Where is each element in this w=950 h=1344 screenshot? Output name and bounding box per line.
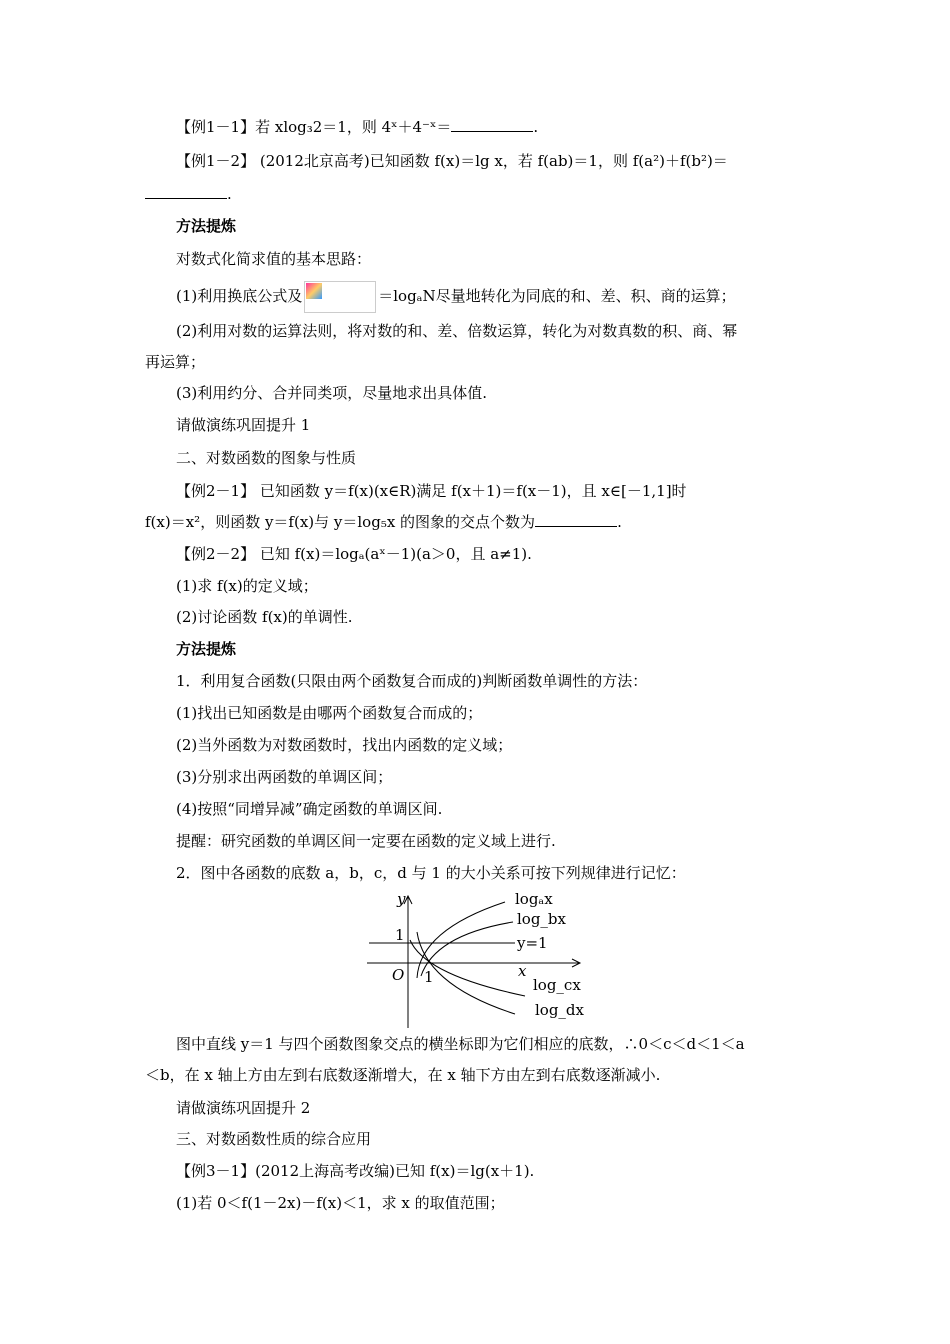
period: . — [227, 185, 232, 203]
line-ex2-2: 【例2－2】 已知 f(x)＝logₐ(aˣ－1)(a＞0，且 a≠1). — [176, 545, 532, 563]
x-axis-label: x — [518, 962, 527, 980]
line-ex2-1-cont — [145, 511, 810, 533]
text: 【例1－1】若 xlog₃2＝1，则 4ˣ＋4⁻ˣ＝ — [176, 118, 452, 136]
line-m2: 2．图中各函数的底数 a，b，c，d 与 1 的大小关系可按下列规律进行记忆： — [176, 864, 686, 882]
line-ex3-1: 【例3－1】(2012上海高考改编)已知 f(x)＝lg(x＋1). — [176, 1162, 535, 1180]
answer-blank — [535, 512, 617, 527]
curve-label-c: log_cx — [533, 976, 581, 994]
period: . — [533, 118, 539, 136]
curve-label-a: logₐx — [515, 890, 553, 908]
text: 【例1－2】 (2012北京高考)已知函数 f(x)＝lg x，若 f(ab)＝1，则 f(a²)＋f(b²)＝ — [176, 152, 728, 170]
curve-log-a — [417, 902, 505, 978]
line-m1-1: (1)找出已知函数是由哪两个函数复合而成的； — [176, 704, 483, 722]
heading-method-2: 方法提炼 — [176, 640, 237, 658]
curve-log-b — [421, 922, 513, 976]
answer-blank — [451, 117, 533, 132]
broken-image-icon — [304, 281, 376, 313]
y-one-label: 1 — [395, 926, 405, 944]
line-m1-3: (3)分别求出两函数的单调区间； — [176, 768, 393, 786]
line-reminder: 提醒：研究函数的单调区间一定要在函数的定义域上进行. — [176, 832, 556, 850]
heading-method-1: 方法提炼 — [176, 217, 237, 235]
line-explain: 图中直线 y＝1 与四个函数图象交点的横坐标即为它们相应的底数，∴0＜c＜d＜1＜a — [176, 1035, 745, 1053]
answer-blank — [145, 184, 227, 199]
period: . — [617, 513, 622, 531]
line-m1-4: (4)按照“同增异减”确定函数的单调区间. — [176, 800, 443, 818]
line-m1-2: (2)当外函数为对数函数时，找出内函数的定义域； — [176, 736, 513, 754]
line-basic-idea: 对数式化简求值的基本思路： — [176, 250, 372, 268]
line-ex2-2-q1: (1)求 f(x)的定义域； — [176, 577, 318, 595]
section-2-title: 二、对数函数的图象与性质 — [176, 449, 357, 467]
line-step-2: (2)利用对数的运算法则，将对数的和、差、倍数运算，转化为对数真数的积、商、幂 — [176, 322, 738, 340]
line-practice-2: 请做演练巩固提升 2 — [176, 1099, 311, 1117]
line-step-3: (3)利用约分、合并同类项，尽量地求出具体值. — [176, 384, 488, 402]
y-axis-label: y — [397, 890, 406, 908]
line-ex2-2-q2: (2)讨论函数 f(x)的单调性. — [176, 608, 353, 626]
text: (1)利用换底公式及 — [176, 287, 303, 305]
line-step-2-cont: 再运算； — [145, 353, 206, 371]
line-step-1 — [176, 281, 810, 313]
curve-label-d: log_dx — [535, 1001, 584, 1019]
section-3-title: 三、对数函数性质的综合应用 — [176, 1130, 372, 1148]
line-ex1-1 — [176, 116, 810, 138]
line-practice-1: 请做演练巩固提升 1 — [176, 416, 311, 434]
curve-label-b: log_bx — [517, 910, 566, 928]
log-graph-figure — [365, 890, 595, 1030]
origin-label: O — [392, 966, 405, 984]
text: f(x)＝x²，则函数 y＝f(x)与 y＝log₅x 的图象的交点个数为 — [145, 513, 536, 531]
line-y1-label: y=1 — [517, 934, 548, 952]
text: ＝logₐN尽量地转化为同底的和、差、积、商的运算； — [378, 287, 736, 305]
line-ex1-2-cont — [145, 183, 810, 205]
line-m1: 1．利用复合函数(只限由两个函数复合而成的)判断函数单调性的方法： — [176, 672, 648, 690]
line-explain-cont: ＜b，在 x 轴上方由左到右底数逐渐增大，在 x 轴下方由左到右底数逐渐减小. — [145, 1066, 661, 1084]
line-ex1-2 — [176, 150, 810, 172]
line-ex3-1-q1: (1)若 0＜f(1－2x)－f(x)＜1，求 x 的取值范围； — [176, 1194, 505, 1212]
x-one-label: 1 — [424, 968, 434, 986]
line-ex2-1: 【例2－1】 已知函数 y＝f(x)(x∈R)满足 f(x＋1)＝f(x－1)，且 x∈[－1,1]时 — [176, 482, 687, 500]
